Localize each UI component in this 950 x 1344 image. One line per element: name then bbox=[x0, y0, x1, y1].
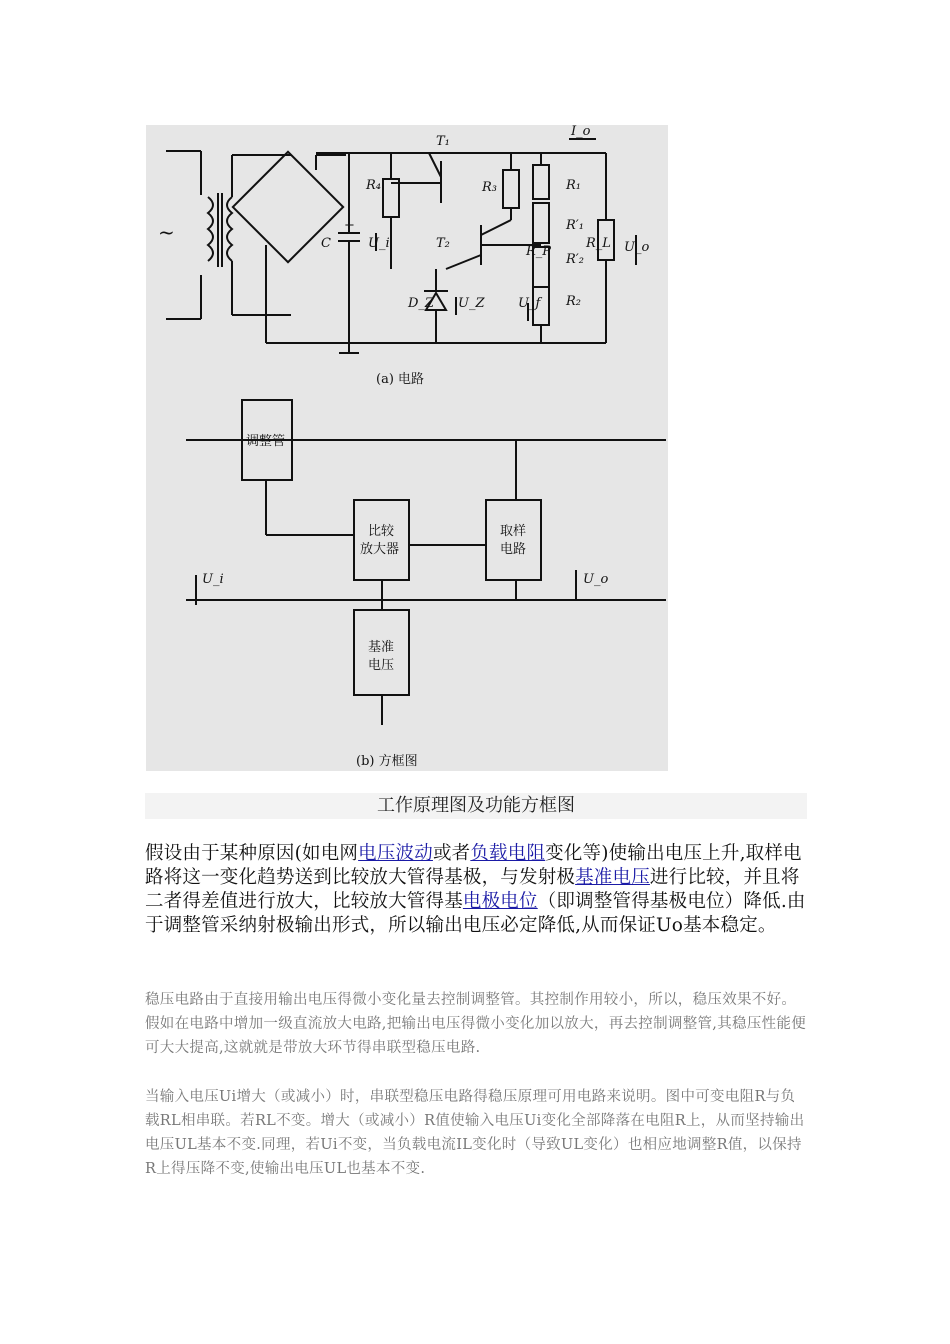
block-compare-1: 比较 bbox=[368, 524, 395, 539]
circuit-caption: (a) 电路 bbox=[376, 372, 425, 387]
block-ref-2: 电压 bbox=[368, 658, 395, 673]
paragraph-2: 稳压电路由于直接用输出电压得微小变化量去控制调整管。其控制作用较小，所以，稳压效果不好。假如在电路中增加一级直流放大电路,把输出电压得微小变化加以放大，再去控制调整管,其稳压性能便可大大提高,这就就是带放大环节得串联型稳压电路. bbox=[145, 992, 807, 1056]
label-t2: T₂ bbox=[436, 236, 450, 251]
label-ui: U_i bbox=[368, 236, 390, 251]
block-sample-1: 取样 bbox=[500, 524, 527, 539]
label-r2: R₂ bbox=[566, 294, 581, 309]
label-rp: R_P bbox=[526, 244, 552, 259]
label-uo: U_o bbox=[624, 240, 650, 255]
label-b-uo: U_o bbox=[583, 572, 609, 587]
link-voltage-fluctuation[interactable]: 电压波动 bbox=[358, 843, 433, 864]
block-ref-1: 基准 bbox=[368, 640, 395, 655]
label-tilde: ~ bbox=[158, 220, 175, 244]
label-r1p: R′₁ bbox=[566, 218, 584, 233]
label-c: C bbox=[321, 236, 331, 251]
circuit-diagram-svg bbox=[146, 125, 668, 771]
link-electrode-potential[interactable]: 电极电位 bbox=[462, 891, 538, 912]
para1-text-4: 进行比较，并且将二者得差值进行放大，比较放大管得基 bbox=[145, 867, 800, 912]
label-dz: D_Z bbox=[408, 296, 434, 311]
label-b-ui: U_i bbox=[202, 572, 224, 587]
para1-text-3: 变化等)使输出电压上升,取样电路将这一变化趋势送到比较放大管得基极，与发射极 bbox=[145, 843, 802, 888]
label-r1: R₁ bbox=[566, 178, 581, 193]
label-rl: R_L bbox=[586, 236, 611, 251]
label-r3: R₃ bbox=[482, 180, 497, 195]
label-t1: T₁ bbox=[436, 134, 450, 149]
label-uf: U_f bbox=[518, 296, 541, 311]
label-plus: + bbox=[344, 218, 355, 233]
label-r4: R₄ bbox=[366, 178, 381, 193]
link-reference-voltage[interactable]: 基准电压 bbox=[575, 867, 650, 888]
label-r2p: R′₂ bbox=[566, 252, 584, 267]
para1-text-2: 或者 bbox=[432, 843, 471, 864]
label-io: I_o bbox=[571, 125, 591, 139]
para1-text-1: 假设由于某种原因(如电网 bbox=[145, 843, 359, 864]
figure-caption: 工作原理图及功能方框图 bbox=[145, 793, 807, 819]
block-sample-2: 电路 bbox=[500, 542, 527, 557]
link-load-resistance[interactable]: 负载电阻 bbox=[470, 843, 546, 864]
block-adjust: 调整管 bbox=[246, 434, 286, 449]
paragraph-main bbox=[145, 842, 807, 938]
block-caption: (b) 方框图 bbox=[356, 754, 418, 769]
para1-text-5: （即调整管得基极电位）降低.由于调整管采纳射极输出形式，所以输出电压必定降低,从而保证Uo基本稳定。 bbox=[145, 891, 806, 936]
label-uz: U_Z bbox=[458, 296, 485, 311]
block-compare-2: 放大器 bbox=[360, 542, 400, 557]
paragraph-3: 当输入电压Ui增大（或减小）时，串联型稳压电路得稳压原理可用电路来说明。图中可变电阻R与负载RL相串联。若RL不变。增大（或减小）R值使输入电压Ui变化全部降落在电阻R上，从而坚持输出电压UL基本不变.同理，若Ui不变，当负载电流IL变化时（导致UL变化）也相应地调整R值，以保持R上得压降不变,使输出电压UL也基本不变. bbox=[145, 1089, 805, 1177]
circuit-figure bbox=[146, 125, 668, 771]
